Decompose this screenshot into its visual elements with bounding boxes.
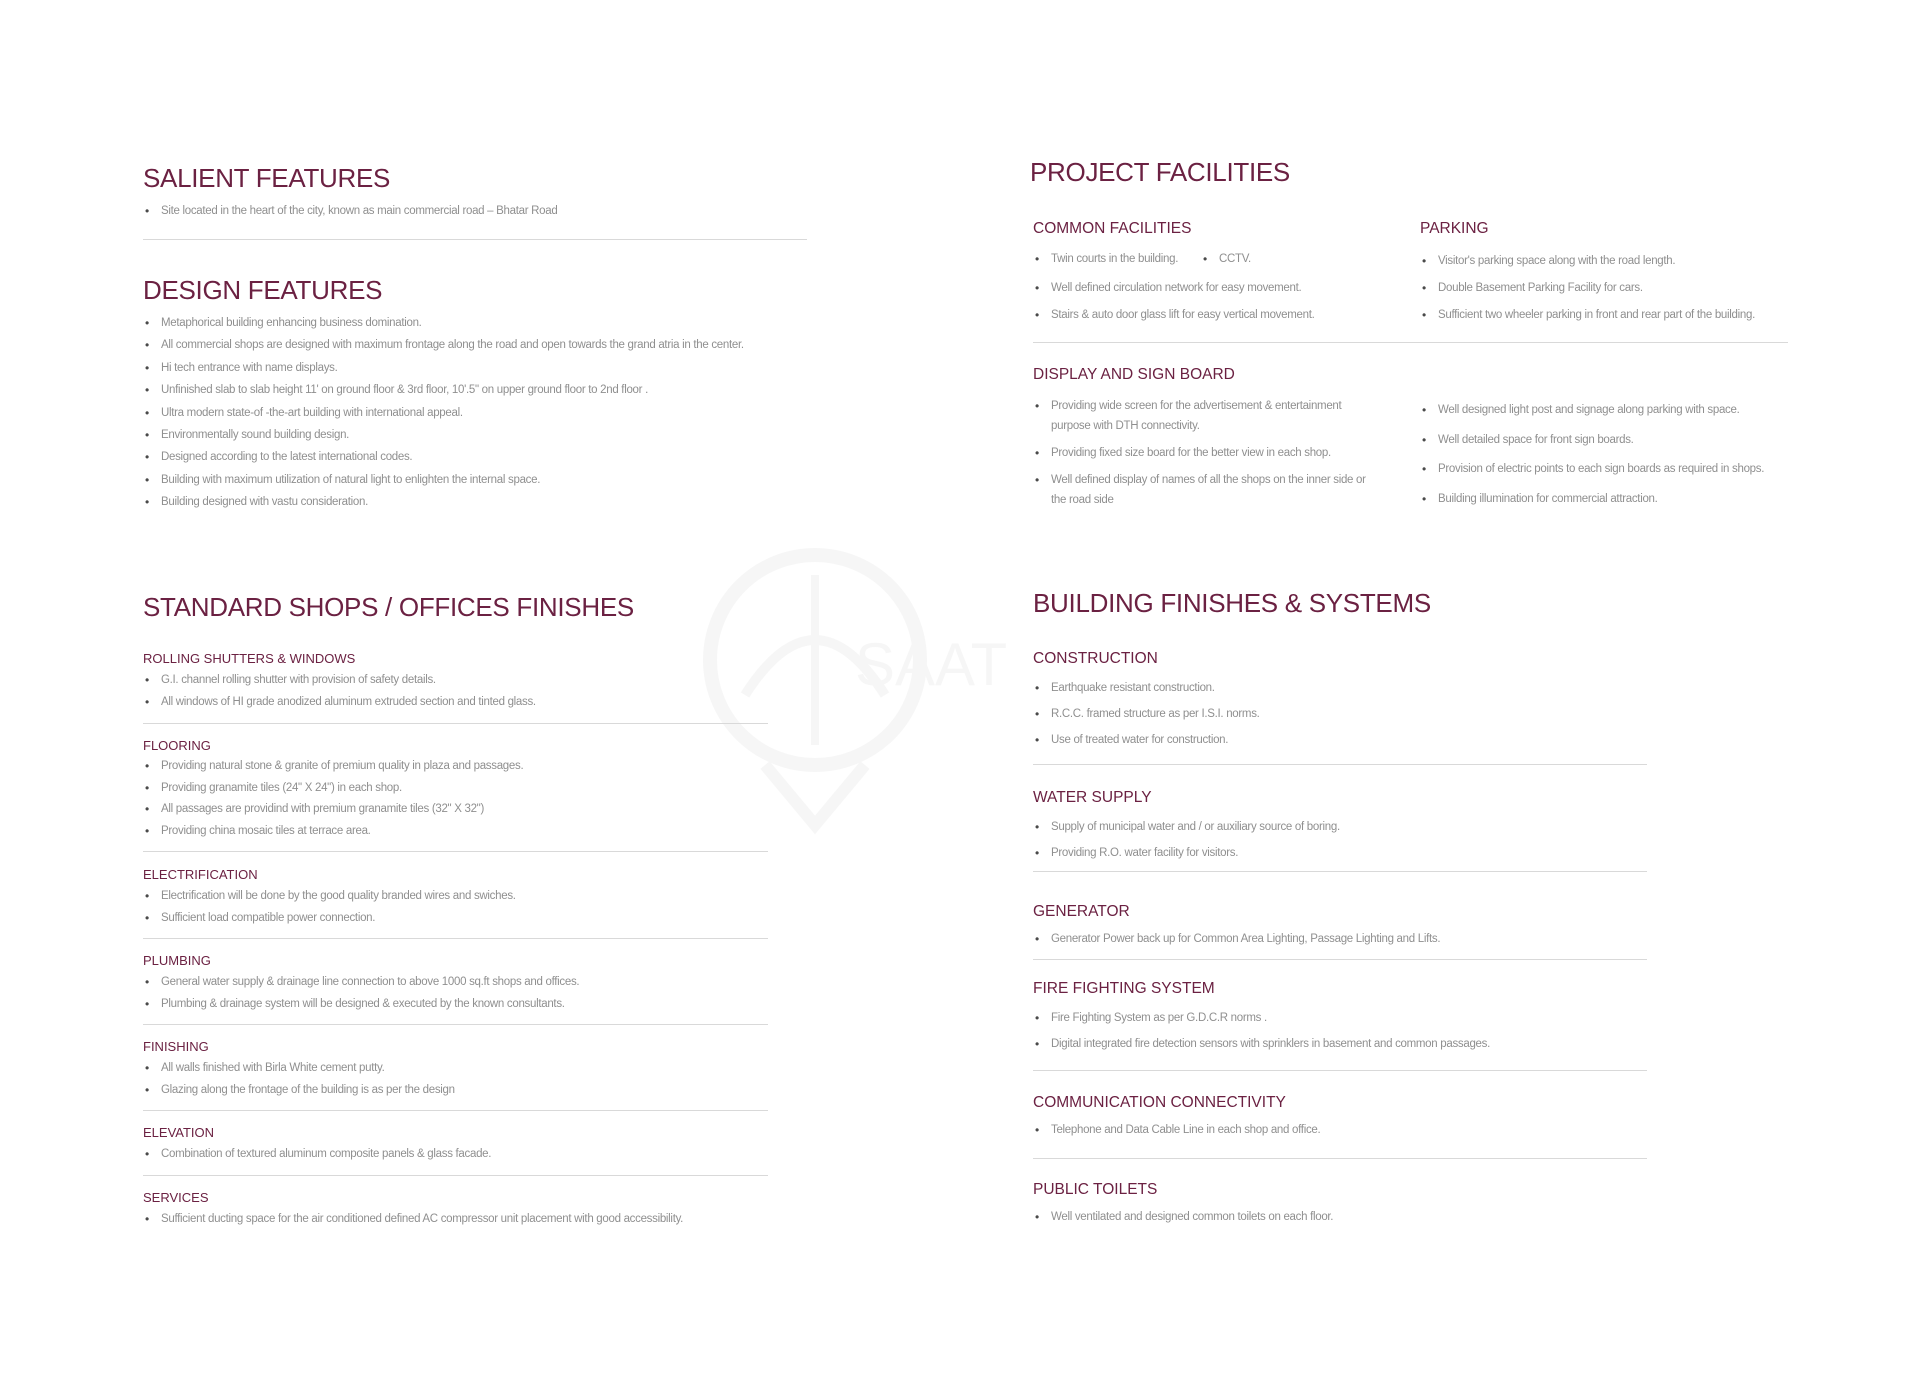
list-item: • All commercial shops are designed with maximum frontage along the road and open towards the grand atria in the center.	[143, 334, 744, 356]
rolling-shutters-heading: ROLLING SHUTTERS & WINDOWS	[143, 651, 356, 666]
parking-heading: PARKING	[1420, 220, 1489, 237]
design-features-list	[143, 312, 744, 514]
services-list	[143, 1208, 683, 1230]
list-item: • All windows of HI grade anodized aluminum extruded section and tinted glass.	[143, 691, 536, 713]
list-item: • Building designed with vastu consideration.	[143, 491, 744, 513]
list-item: • Designed according to the latest international codes.	[143, 446, 744, 468]
list-item: • Double Basement Parking Facility for cars.	[1420, 275, 1755, 302]
plumbing-list	[143, 971, 579, 1015]
list-item: • Providing wide screen for the advertisement & entertainment purpose with DTH connectivity.	[1033, 396, 1383, 436]
project-facilities-title: PROJECT FACILITIES	[1030, 157, 1290, 187]
electrification-list	[143, 885, 516, 929]
display-sign-board-heading: DISPLAY AND SIGN BOARD	[1033, 366, 1235, 383]
construction-heading: CONSTRUCTION	[1033, 650, 1158, 667]
divider	[143, 1175, 768, 1176]
list-item: • Stairs & auto door glass lift for easy vertical movement.	[1033, 302, 1315, 329]
list-item: • G.I. channel rolling shutter with provision of safety details.	[143, 669, 536, 691]
list-item: • Electrification will be done by the good quality branded wires and swiches.	[143, 885, 516, 907]
communication-connectivity-heading: COMMUNICATION CONNECTIVITY	[1033, 1094, 1286, 1111]
logo-watermark-icon	[705, 545, 1008, 835]
elevation-list	[143, 1143, 491, 1165]
divider	[143, 938, 768, 939]
list-item: • All walls finished with Birla White cement putty.	[143, 1057, 455, 1079]
list-item: • Well designed light post and signage along parking with space.	[1420, 396, 1764, 426]
list-item: • Well defined display of names of all the shops on the inner side or the road side	[1033, 470, 1383, 510]
list-item: • Hi tech entrance with name displays.	[143, 357, 744, 379]
list-item: • R.C.C. framed structure as per I.S.I. norms.	[1033, 701, 1260, 727]
design-features-title: DESIGN FEATURES	[143, 275, 383, 305]
list-item: • Building illumination for commercial attraction.	[1420, 485, 1764, 515]
divider	[143, 723, 768, 724]
list-item: • Providing china mosaic tiles at terrace area.	[143, 821, 523, 843]
water-supply-list	[1033, 814, 1340, 866]
flooring-heading: FLOORING	[143, 738, 211, 753]
fire-fighting-list	[1033, 1005, 1490, 1057]
generator-heading: GENERATOR	[1033, 903, 1130, 920]
list-item: • Combination of textured aluminum composite panels & glass facade.	[143, 1143, 491, 1165]
communication-connectivity-list	[1033, 1119, 1320, 1141]
services-heading: SERVICES	[143, 1190, 209, 1205]
divider	[1033, 871, 1647, 872]
list-item: • Sufficient load compatible power connection.	[143, 907, 516, 929]
list-item: • Plumbing & drainage system will be designed & executed by the known consultants.	[143, 993, 579, 1015]
divider	[1033, 959, 1647, 960]
display-sign-board-left-list	[1033, 396, 1383, 517]
divider	[143, 851, 768, 852]
list-item: • Earthquake resistant construction.	[1033, 675, 1260, 701]
list-item: • Sufficient ducting space for the air conditioned defined AC compressor unit placement with good accessibility.	[143, 1208, 683, 1230]
list-item: • Ultra modern state-of -the-art building with international appeal.	[143, 402, 744, 424]
display-sign-board-right-list	[1420, 396, 1764, 514]
list-item: • Metaphorical building enhancing business domination.	[143, 312, 744, 334]
divider	[143, 1024, 768, 1025]
list-item: • CCTV.	[1201, 248, 1251, 270]
list-item: • Providing R.O. water facility for visitors.	[1033, 840, 1340, 866]
list-item: • Sufficient two wheeler parking in front and rear part of the building.	[1420, 302, 1755, 329]
public-toilets-heading: PUBLIC TOILETS	[1033, 1181, 1158, 1198]
salient-features-list	[143, 200, 557, 222]
list-item: • Building with maximum utilization of natural light to enlighten the internal space.	[143, 469, 744, 491]
list-item: • Providing fixed size board for the better view in each shop.	[1033, 443, 1383, 463]
flooring-list	[143, 756, 523, 842]
list-item: • Site located in the heart of the city, known as main commercial road – Bhatar Road	[143, 200, 557, 222]
list-item: • Supply of municipal water and / or auxiliary source of boring.	[1033, 814, 1340, 840]
list-item: • Well ventilated and designed common toilets on each floor.	[1033, 1206, 1333, 1228]
list-item: • Well detailed space for front sign boards.	[1420, 426, 1764, 456]
common-facilities-heading: COMMON FACILITIES	[1033, 220, 1192, 237]
list-item: • Glazing along the frontage of the building is as per the design	[143, 1079, 455, 1101]
list-item: • Well defined circulation network for easy movement.	[1033, 275, 1315, 302]
electrification-heading: ELECTRIFICATION	[143, 867, 258, 882]
water-supply-heading: WATER SUPPLY	[1033, 789, 1152, 806]
list-item: • All passages are providind with premium granamite tiles (32" X 32")	[143, 799, 523, 821]
list-item: • Environmentally sound building design.	[143, 424, 744, 446]
finishing-heading: FINISHING	[143, 1039, 209, 1054]
plumbing-heading: PLUMBING	[143, 953, 211, 968]
rolling-shutters-list	[143, 669, 536, 713]
list-item: • Generator Power back up for Common Area Lighting, Passage Lighting and Lifts.	[1033, 928, 1440, 950]
divider	[1033, 1070, 1647, 1071]
construction-list	[1033, 675, 1260, 753]
common-facilities-list	[1033, 275, 1315, 329]
generator-list	[1033, 928, 1440, 950]
list-item: • Providing granamite tiles (24" X 24") in each shop.	[143, 778, 523, 800]
list-item: • Digital integrated fire detection sensors with sprinklers in basement and common passages.	[1033, 1031, 1490, 1057]
divider	[1033, 764, 1647, 765]
list-item: • Use of treated water for construction.	[1033, 727, 1260, 753]
watermark-text: SAAT	[855, 631, 1008, 698]
list-item: • Fire Fighting System as per G.D.C.R norms .	[1033, 1005, 1490, 1031]
parking-list	[1420, 248, 1755, 329]
divider	[143, 239, 807, 240]
divider	[143, 1110, 768, 1111]
divider	[1033, 1158, 1647, 1159]
list-item: • Twin courts in the building.	[1033, 248, 1201, 270]
salient-features-title: SALIENT FEATURES	[143, 163, 391, 193]
list-item: • Providing natural stone & granite of premium quality in plaza and passages.	[143, 756, 523, 778]
finishing-list	[143, 1057, 455, 1101]
fire-fighting-heading: FIRE FIGHTING SYSTEM	[1033, 980, 1215, 997]
list-item: • Visitor's parking space along with the road length.	[1420, 248, 1755, 275]
elevation-heading: ELEVATION	[143, 1125, 215, 1140]
divider	[1033, 342, 1788, 343]
list-item: • Telephone and Data Cable Line in each shop and office.	[1033, 1119, 1320, 1141]
public-toilets-list	[1033, 1206, 1333, 1228]
list-item: • Unfinished slab to slab height 11' on ground floor & 3rd floor, 10'.5" on upper ground floor to 2nd floor .	[143, 379, 744, 401]
list-item: • Provision of electric points to each sign boards as required in shops.	[1420, 455, 1764, 485]
list-item: • General water supply & drainage line connection to above 1000 sq.ft shops and offices.	[143, 971, 579, 993]
building-finishes-title: BUILDING FINISHES & SYSTEMS	[1033, 588, 1431, 618]
common-facilities-first-row	[1033, 248, 1251, 270]
standard-finishes-title: STANDARD SHOPS / OFFICES FINISHES	[143, 592, 634, 622]
